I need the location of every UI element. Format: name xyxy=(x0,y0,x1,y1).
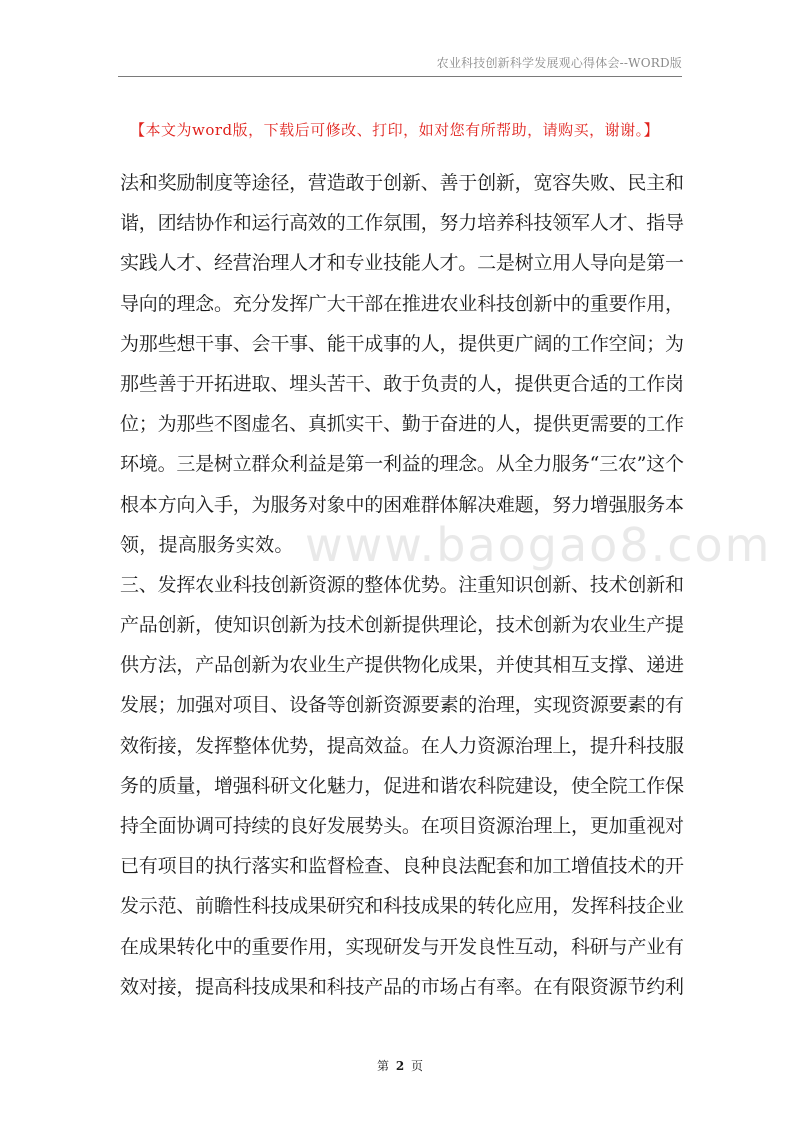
body-line: 在成果转化中的重要作用，实现研发与开发良性互动，科研与产业有 xyxy=(120,935,684,958)
body-line: 环境。三是树立群众利益是第一利益的理念。从全力服务“三农”这个 xyxy=(120,453,684,476)
page-footer xyxy=(0,1057,800,1074)
body-line: 已有项目的执行落实和监督检查、良种良法配套和加工增值技术的开 xyxy=(120,855,684,878)
body-line: 根本方向入手，为服务对象中的困难群体解决难题，努力增强服务本 xyxy=(120,493,684,516)
body-line: 发展；加强对项目、设备等创新资源要素的治理，实现资源要素的有 xyxy=(120,694,684,717)
body-line: 持全面协调可持续的良好发展势头。在项目资源治理上，更加重视对 xyxy=(120,815,684,837)
body-line: 效衔接，发挥整体优势，提高效益。在人力资源治理上，提升科技服 xyxy=(120,734,684,757)
footer-prefix: 第 xyxy=(376,1059,389,1073)
document-body xyxy=(120,163,684,1007)
body-line: 导向的理念。充分发挥广大干部在推进农业科技创新中的重要作用， xyxy=(120,292,684,315)
body-line: 务的质量，增强科研文化魅力，促进和谐农科院建设，使全院工作保 xyxy=(120,774,684,797)
section-heading-line: 三、发挥农业科技创新资源的整体优势。注重知识创新、技术创新和 xyxy=(120,573,684,596)
body-line: 位；为那些不图虚名、真抓实干、勤于奋进的人，提供更需要的工作 xyxy=(120,413,684,436)
document-header-title: 农业科技创新科学发展观心得体会--WORD版 xyxy=(436,56,682,70)
body-line: 发示范、前瞻性科技成果研究和科技成果的转化应用，发挥科技企业 xyxy=(120,895,684,918)
body-line: 产品创新，使知识创新为技术创新提供理论，技术创新为农业生产提 xyxy=(120,614,684,637)
body-line: 效对接，提高科技成果和科技产品的市场占有率。在有限资源节约利 xyxy=(120,975,684,998)
download-notice: 【本文为word版，下载后可修改、打印，如对您有所帮助，请购买，谢谢。】 xyxy=(130,121,660,139)
body-line: 谐，团结协作和运行高效的工作氛围，努力培养科技领军人才、指导 xyxy=(120,212,684,235)
body-line: 法和奖励制度等途径，营造敢于创新、善于创新，宽容失败、民主和 xyxy=(120,172,684,194)
body-line: 那些善于开拓进取、埋头苦干、敢于负责的人，提供更合适的工作岗 xyxy=(120,372,684,395)
footer-suffix: 页 xyxy=(411,1059,424,1073)
watermark: www.baogao8.com xyxy=(305,518,772,572)
page-number: 2 xyxy=(395,1059,405,1073)
body-line: 供方法，产品创新为农业生产提供物化成果，并使其相互支撑、递进 xyxy=(120,654,684,677)
body-line: 领，提高服务实效。 xyxy=(120,533,294,556)
header-divider xyxy=(118,76,682,77)
body-line: 实践人才、经营治理人才和专业技能人才。二是树立用人导向是第一 xyxy=(120,252,684,275)
body-line: 为那些想干事、会干事、能干成事的人，提供更广阔的工作空间；为 xyxy=(120,332,684,355)
